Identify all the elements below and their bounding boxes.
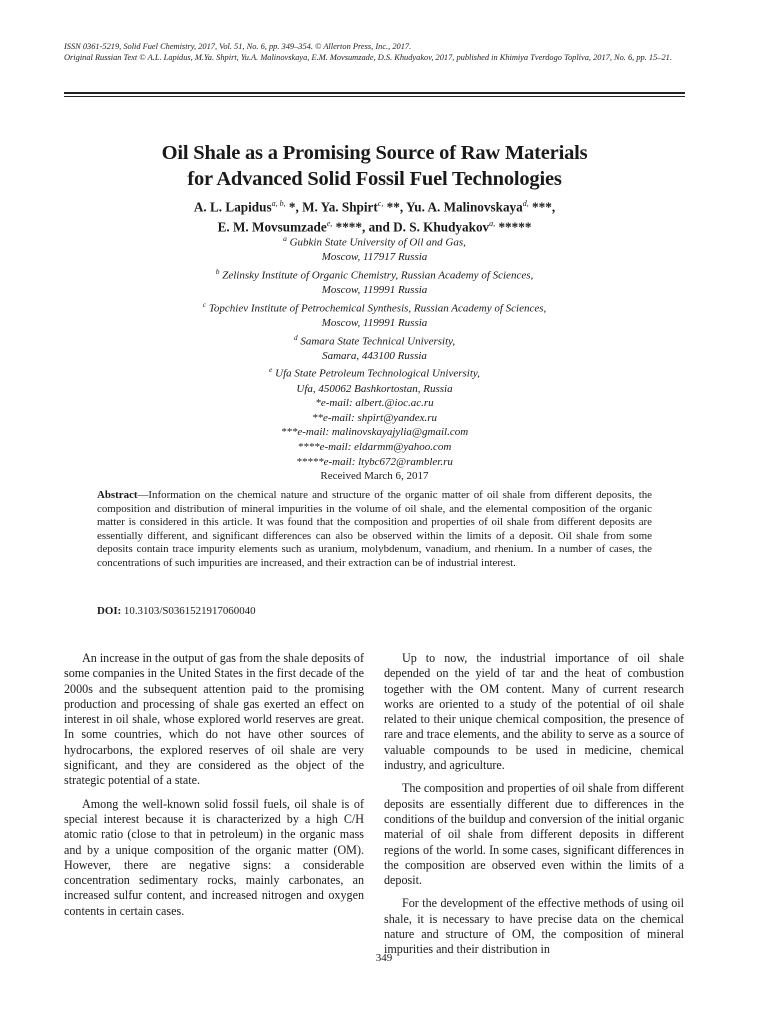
affiliation-line: Topchiev Institute of Petrochemical Synthesis, Russian Academy of Sciences,: [206, 302, 547, 315]
affiliation-line: Zelinsky Institute of Organic Chemistry, Russian Academy of Sciences,: [219, 269, 534, 282]
email-line: *e-mail: albert.@ioc.ac.ru: [315, 397, 434, 410]
doi-label: DOI:: [97, 605, 122, 617]
affiliation-line: Moscow, 117917 Russia: [321, 251, 428, 264]
author-name: D. S. Khudyakov: [393, 219, 490, 235]
affiliation-a: [64, 232, 685, 265]
affiliation-sup: d: [293, 332, 298, 342]
affiliation-d: [64, 331, 685, 364]
affiliation-line: Samara State Technical University,: [297, 335, 456, 348]
body-paragraph: An increase in the output of gas from the shale deposits of some companies in the United States in the first decade of the 2000s and the subsequent attention paid to the promising production and processing of shale gas exerted an effect on interest in oil shale, whose explored world reserves are great. In some countries, which do not have other sources of hydrocarbons, the explored reserves of oil shale are very significant, and they are considered as the object of the strategic potential of a state.: [64, 651, 364, 788]
header-line-issn: ISSN 0361-5219, Solid Fuel Chemistry, 2017, Vol. 51, No. 6, pp. 349–354. © Allerton Press, Inc., 2017.: [64, 42, 412, 51]
author-star: *****: [495, 219, 532, 235]
affiliation-b: [64, 265, 685, 298]
affiliation-e: [64, 363, 685, 396]
author-affil-sup: c,: [377, 199, 384, 208]
header-rule-thick: [64, 92, 685, 94]
affiliation-sup: e: [269, 365, 273, 375]
author-list: [64, 195, 685, 236]
body-paragraph: Up to now, the industrial importance of oil shale depended on the yield of tar and the heat of combustion together with the OM content. Many of current research works are oriented to a study of the potential of oil shale related to their unique chemical composition, the presence of rare and trace elements, and the ability to serve as a source of valuable compounds to be used in medicine, chemical industry, and agriculture.: [384, 651, 684, 773]
email-line: **e-mail: shpirt@yandex.ru: [312, 411, 437, 424]
body-paragraph: The composition and properties of oil shale from different deposits are essentially different due to differences in the conditions of the buildup and conversion of the initial organic material of oil shale from different deposits in different regions of the world. In some cases, significant differences in the composition are observed even within the limits of a deposit.: [384, 781, 684, 888]
body-column-right: [384, 651, 684, 966]
abstract-label: Abstract: [97, 489, 138, 501]
title-line-2: for Advanced Solid Fossil Fuel Technologies: [187, 168, 562, 190]
email-line: *****e-mail: ltybc672@rambler.ru: [296, 455, 453, 468]
affiliation-c: [64, 298, 685, 331]
body-column-left: [64, 651, 364, 927]
author-affil-sup: e,: [326, 219, 333, 229]
author-name: A. L. Lapidus: [193, 199, 272, 215]
affiliation-line: Samara, 443100 Russia: [322, 349, 427, 362]
author-star: **,: [383, 199, 406, 215]
received-date: Received March 6, 2017: [320, 470, 429, 483]
affiliation-line: Ufa, 450062 Bashkortostan, Russia: [296, 382, 453, 395]
author-affil-sup: a, b,: [271, 199, 286, 208]
email-line: ***e-mail: malinovskayajylia@gmail.com: [280, 426, 469, 439]
affiliation-sup: a: [283, 234, 287, 243]
affiliation-sup: b: [215, 266, 220, 276]
authors-line-1: [64, 195, 685, 215]
body-paragraph: Among the well-known solid fossil fuels, oil shale is of special interest because it is characterized by a high C/H atomic ratio (close to that in petroleum) in the organic mass and by a unique composition of the organic matter (OM). However, there are negative signs: a considerable concentration sedimentary rocks, mainly carbonates, an increased sulfur content, and increased nitrogen and oxygen contents in certain cases.: [64, 796, 364, 918]
affiliation-line: Moscow, 119991 Russia: [321, 316, 428, 329]
header-line-original: Original Russian Text © A.L. Lapidus, M.Ya. Shpirt, Yu.A. Malinovskaya, E.M. Movsumzade, D.S. Khudyakov, 2017, published in Khimiya Tverdogo Topliva, 2017, No. 6, pp. 15–21.: [64, 53, 672, 62]
author-affil-sup: d,: [522, 199, 529, 208]
author-star: ****, and: [332, 219, 394, 235]
author-star: *,: [285, 199, 303, 215]
abstract-text: —Information on the chemical nature and structure of the organic matter of oil shale from different deposits, the composition and distribution of mineral impurities in the volume of oil shale, and the elemental composition of the organic matter is considered in this article. It was found that the composition and properties of oil shale from different deposits are essentially different, and significant differences can also be observed within the limits of a deposit. Oil shale from some deposits contain trace impurity elements such as uranium, molybdenum, vanadium, and rhenium. In a number of cases, the concentrations of such impurities are increased, and their extraction can be of industrial interest.: [97, 489, 652, 569]
email-line: ****e-mail: eldarmm@yahoo.com: [297, 441, 452, 453]
affiliation-list: [64, 232, 685, 484]
header-rule-thin: [64, 96, 685, 97]
affiliation-line: Gubkin State University of Oil and Gas,: [286, 236, 466, 249]
affiliation-line: Moscow, 119991 Russia: [321, 284, 428, 297]
affiliation-sup: c: [202, 299, 207, 309]
author-name: Yu. A. Malinovskaya: [405, 199, 523, 215]
author-star: ***,: [528, 199, 556, 215]
body-paragraph: For the development of the effective methods of using oil shale, it is necessary to have precise data on the chemical nature and structure of OM, the composition of mineral impurities and their distribution in: [384, 896, 684, 957]
abstract: [97, 489, 652, 570]
journal-header: [64, 41, 704, 63]
author-name: M. Ya. Shpirt: [302, 199, 378, 215]
article-title: [64, 140, 685, 192]
title-line-1: Oil Shale as a Promising Source of Raw Materials: [161, 142, 588, 164]
affiliation-line: Ufa State Petroleum Technological University,: [272, 368, 480, 381]
doi-value: 10.3103/S0361521917060040: [121, 605, 256, 617]
author-name: E. M. Movsumzade: [217, 219, 327, 235]
author-affil-sup: a,: [489, 219, 496, 229]
page-number: 349: [375, 952, 393, 964]
doi: [97, 605, 256, 617]
